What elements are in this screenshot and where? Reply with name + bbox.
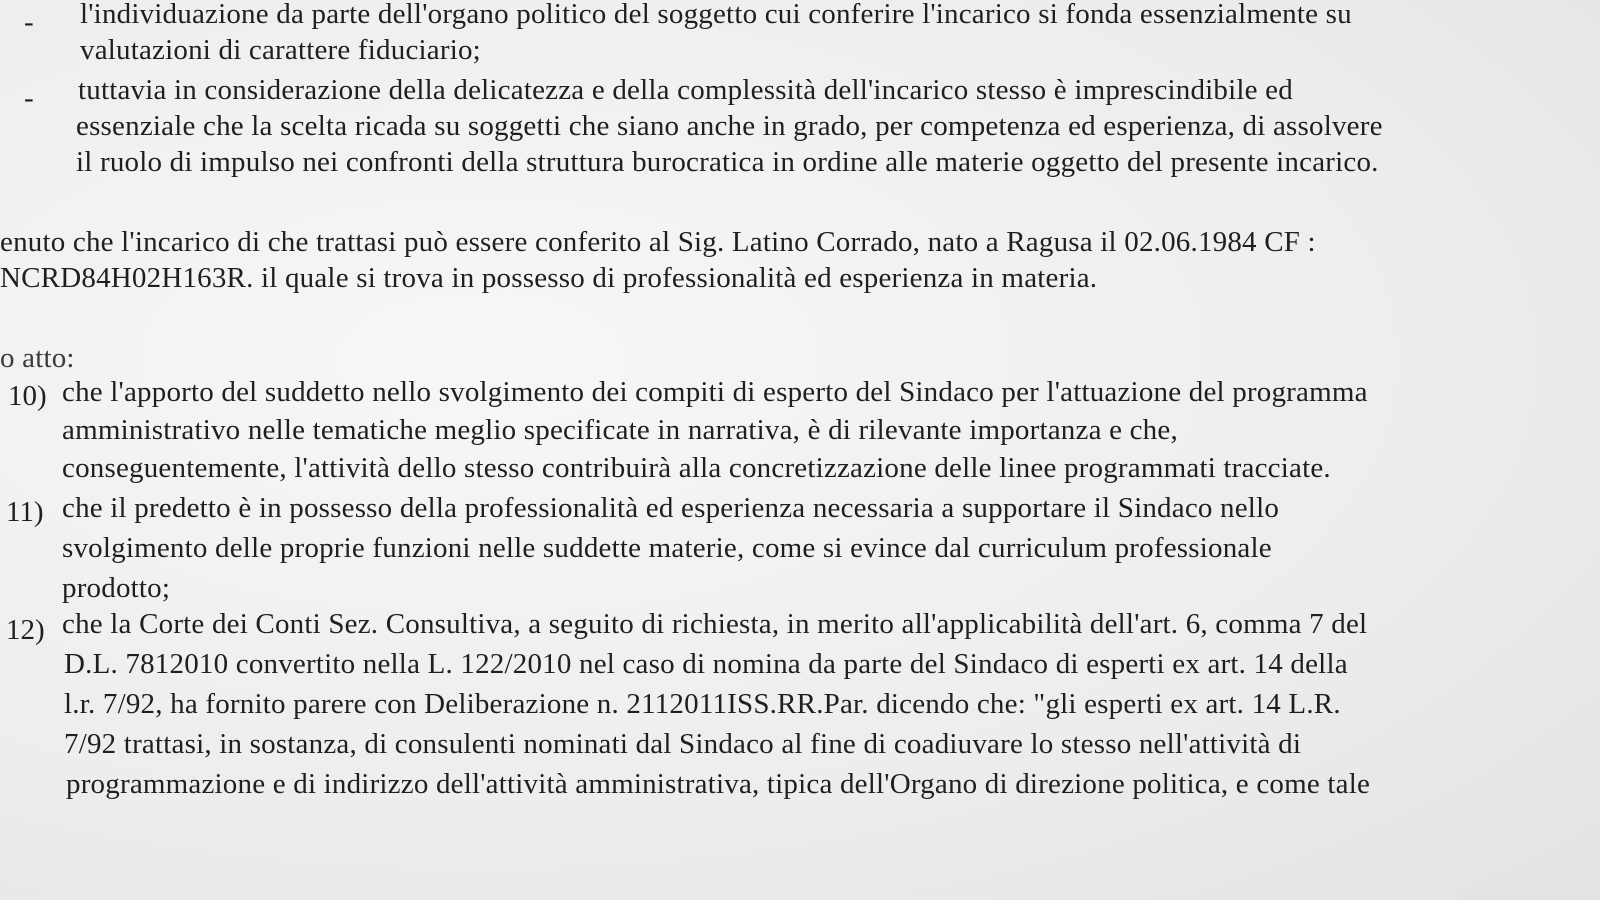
item-line: amministrativo nelle tematiche meglio specificate in narrativa, è di rilevante importanza e che, [62,414,1178,446]
item-line: che il predetto è in possesso della professionalità ed esperienza necessaria a supportare il Sindaco nello [62,492,1280,524]
bullet-line: l'individuazione da parte dell'organo politico del soggetto cui conferire l'incarico si fonda essenzialmente su [80,0,1352,30]
item-line: svolgimento delle proprie funzioni nelle suddette materie, come si evince dal curriculum professionale [62,532,1272,564]
bullet-line: tuttavia in considerazione della delicatezza e della complessità dell'incarico stesso è imprescindibile ed [78,74,1293,106]
item-line: che la Corte dei Conti Sez. Consultiva, a seguito di richiesta, in merito all'applicabilità dell'art. 6, comma 7 del [62,608,1368,640]
item-line: programmazione e di indirizzo dell'attività amministrativa, tipica dell'Organo di direzione politica, e come tale [66,768,1371,800]
item-line: conseguentemente, l'attività dello stesso contribuirà alla concretizzazione delle linee programmati tracciate. [62,452,1331,484]
bullet-marker: - [24,6,34,38]
bullet-line: essenziale che la scelta ricada su soggetti che siano anche in grado, per competenza ed esperienza, di assolvere [76,110,1383,142]
item-line: D.L. 7812010 convertito nella L. 122/2010 nel caso di nomina da parte del Sindaco di esperti ex art. 14 della [64,648,1348,680]
item-number: 10) [8,380,47,412]
item-line: l.r. 7/92, ha fornito parere con Deliberazione n. 2112011ISS.RR.Par. dicendo che: "gli esperti ex art. 14 L.R. [64,688,1341,720]
paragraph-line: enuto che l'incarico di che trattasi può essere conferito al Sig. Latino Corrado, nato a Ragusa il 02.06.1984 CF : [0,226,1316,258]
item-number: 11) [6,496,44,528]
item-line: che l'apporto del suddetto nello svolgimento dei compiti di esperto del Sindaco per l'attuazione del programma [62,376,1368,408]
item-line: 7/92 trattasi, in sostanza, di consulenti nominati dal Sindaco al fine di coadiuvare lo stesso nell'attività di [64,728,1302,760]
item-number: 12) [6,614,45,646]
bullet-line: valutazioni di carattere fiduciario; [80,34,481,66]
bullet-line: il ruolo di impulso nei confronti della struttura burocratica in ordine alle materie oggetto del presente incarico. [76,146,1379,178]
paragraph-line: NCRD84H02H163R. il quale si trova in possesso di professionalità ed esperienza in materia. [0,262,1098,294]
item-line: prodotto; [62,572,171,604]
section-heading: o atto: [0,342,75,374]
bullet-marker: - [24,82,34,114]
